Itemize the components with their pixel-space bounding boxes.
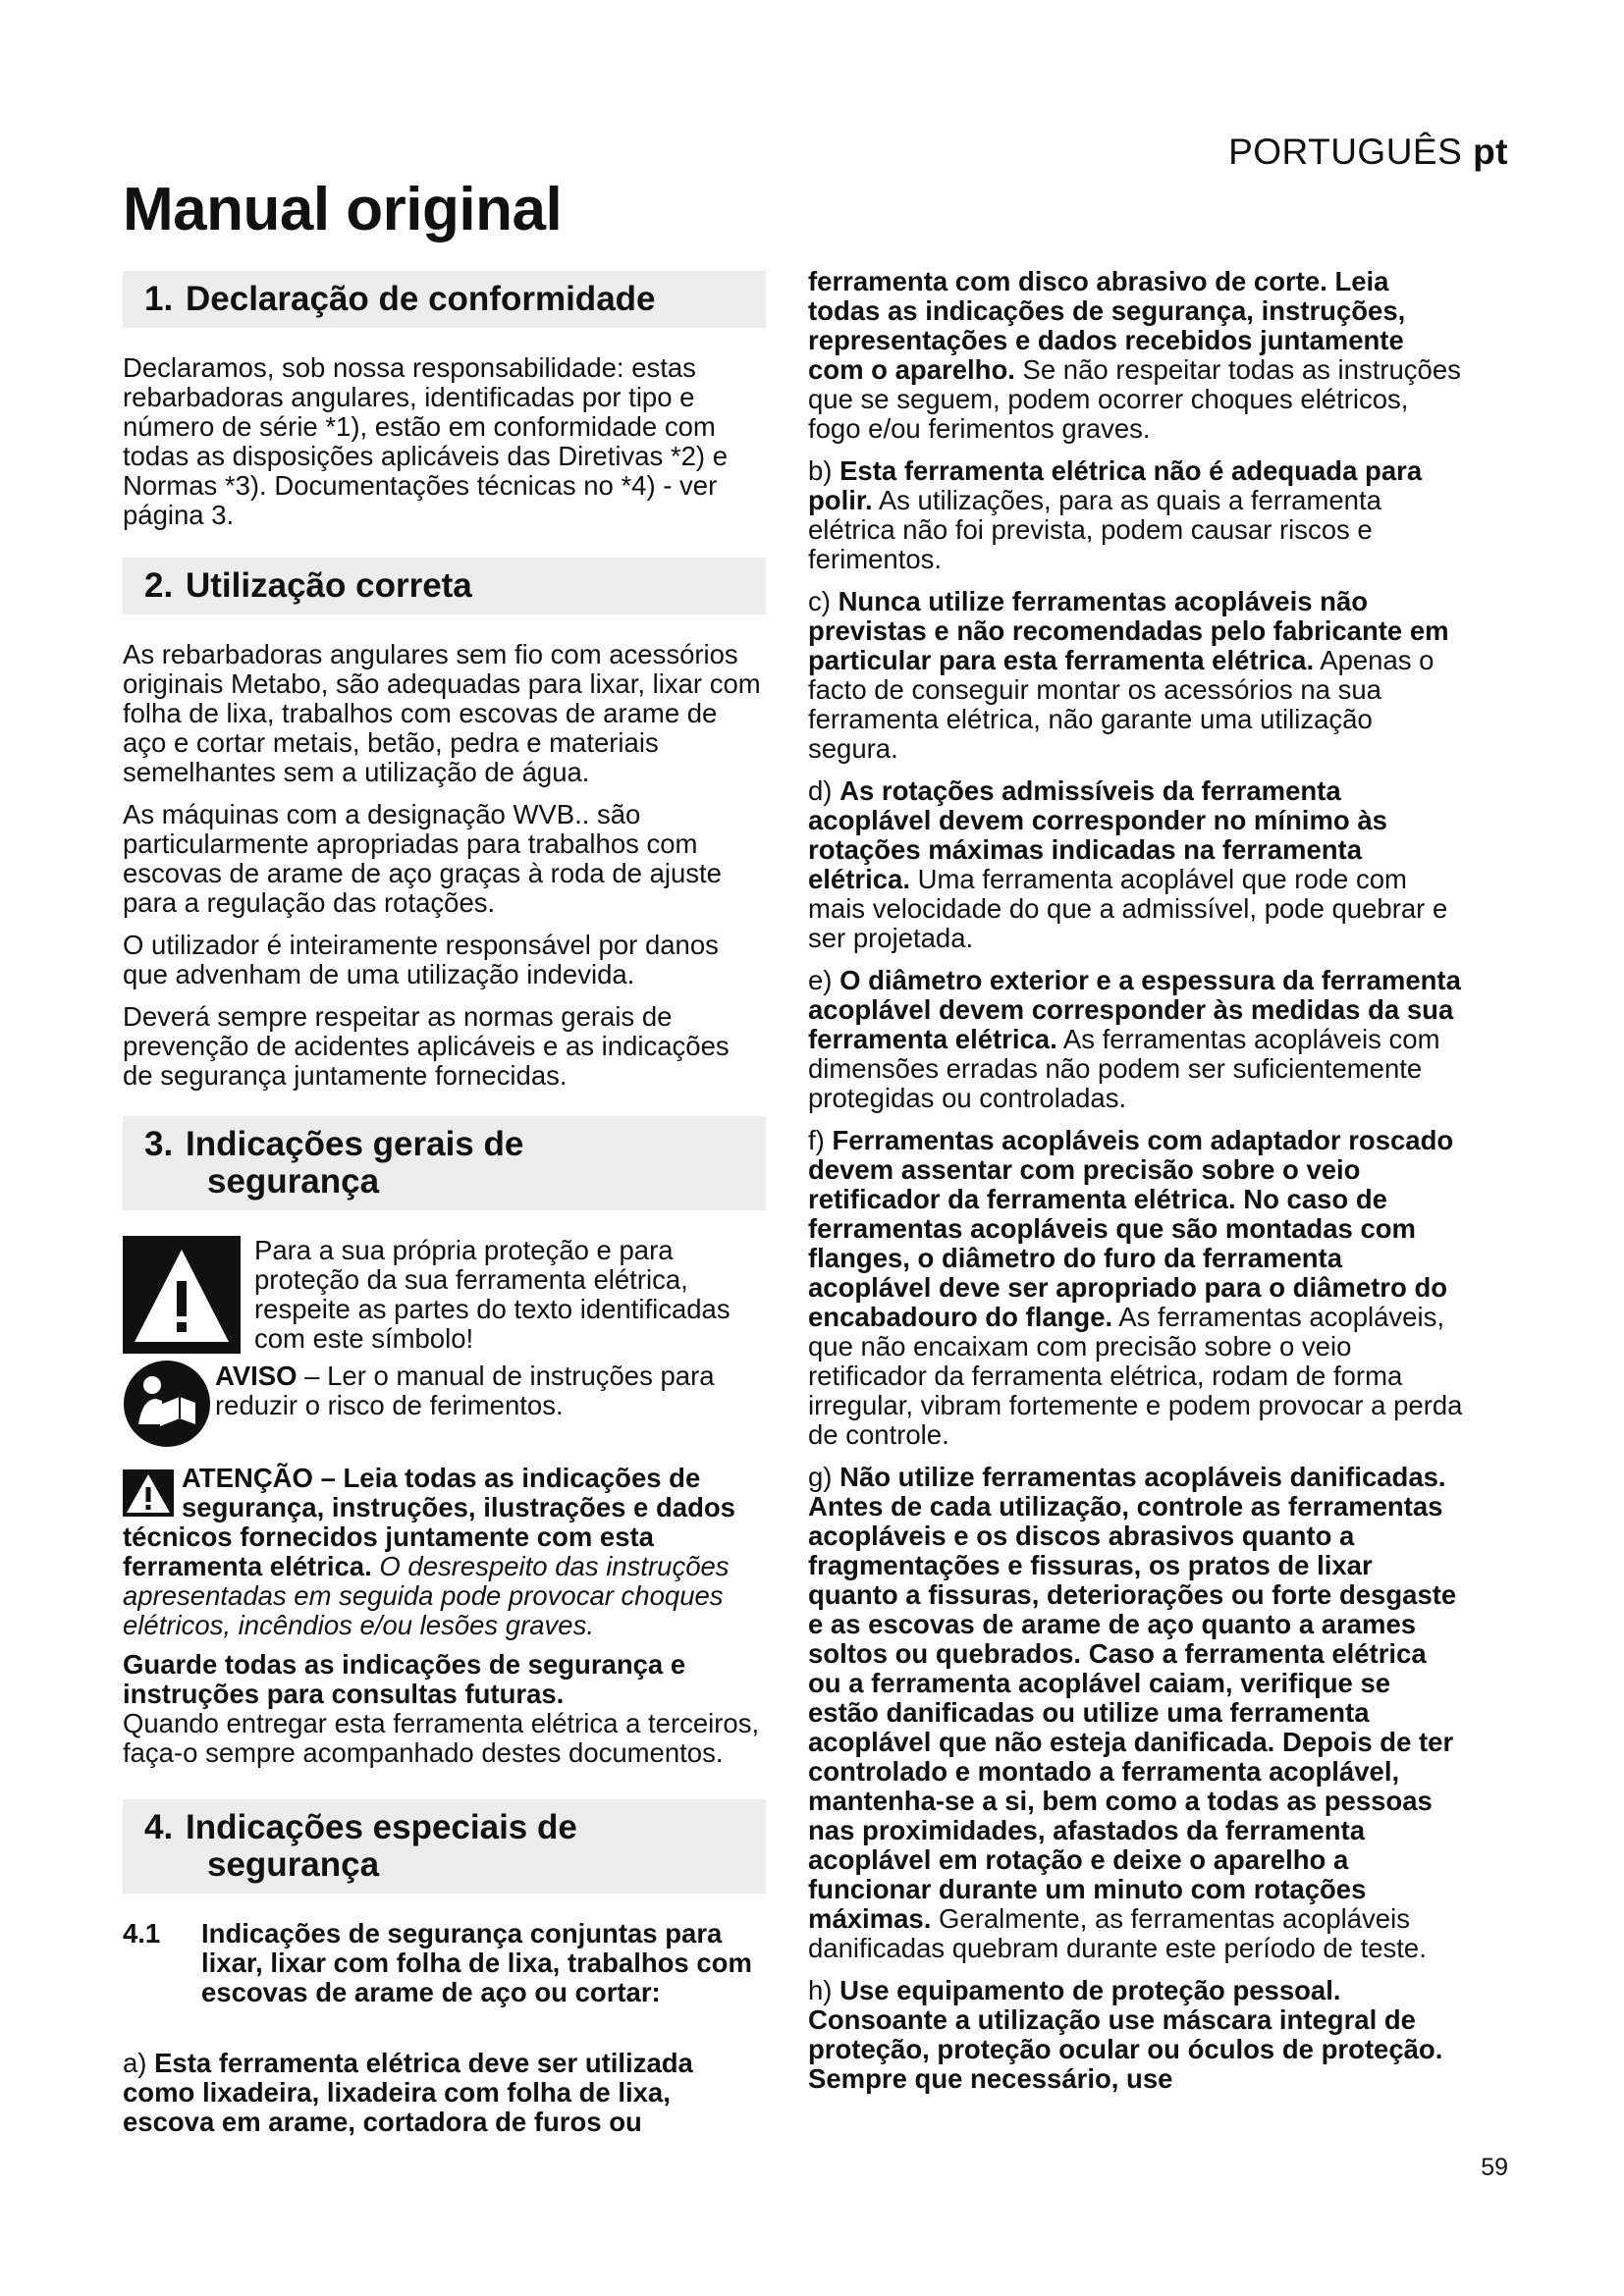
language-name: PORTUGUÊS <box>1228 132 1463 172</box>
item-f: f) Ferramentas acopláveis com adaptador roscado devem assentar com precisão sobre o veio retificador da ferramenta elétrica. No caso de ferramentas acopláveis que são montadas com flanges, o diâmetro do furo da ferramenta acoplável deve ser apropriado para o diâmetro do encabadouro do flange. As ferramentas acopláveis, que não encaixam com precisão sobre o veio retificador da ferramenta elétrica, rodam de forma irregular, vibram fortemente e podem provocar a perda de controle. <box>808 1125 1463 1450</box>
item-c: c) Nunca utilize ferramentas acopláveis não previstas e não recomendadas pelo fabricante em particular para esta ferramenta elétrica. Apenas o facto de conseguir montar os acessórios na sua ferramenta elétrica, não garante uma utilização segura. <box>808 586 1449 764</box>
item-h: h) Use equipamento de proteção pessoal. Consoante a utilização use máscara integral de proteção, proteção ocular ou óculos de proteção. Sempre que necessário, use <box>808 1975 1443 2094</box>
section-3-heading: 3. Indicações gerais de segurança <box>123 1116 766 1210</box>
atencao-block: ATENÇÃO – Leia todas as indicações de segurança, instruções, ilustrações e dados técnicos fornecidos juntamente com esta ferramenta elétrica. O desrespeito das instruções apresentadas em seguida pode provocar choques elétricos, incêndios e/ou lesões graves. <box>123 1463 735 1640</box>
warning-text: Para a sua própria proteção e para proteção da sua ferramenta elétrica, respeite as partes do texto identificadas com este símbolo! <box>254 1235 731 1354</box>
section-1-title: Declaração de conformidade <box>186 280 656 318</box>
read-manual-icon <box>123 1360 211 1448</box>
caution-triangle-icon <box>123 1469 174 1517</box>
right-column <box>808 267 1466 2107</box>
paragraph: As rebarbadoras angulares sem fio com acessórios originais Metabo, são adequadas para lixar, lixar com folha de lixa, trabalhos com escovas de arame de aço e cortar metais, betão, pedra e materiais semelhantes sem a utilização de água. <box>123 639 761 787</box>
section-2-heading: 2. Utilização correta <box>123 558 766 614</box>
item-b: b) Esta ferramenta elétrica não é adequada para polir. As utilizações, para as quais a ferramenta elétrica não foi prevista, podem causar riscos e ferimentos. <box>808 455 1423 574</box>
section-4-heading: 4. Indicações especiais de segurança <box>123 1799 766 1894</box>
section-4-title-line2: segurança <box>207 1845 380 1884</box>
section-1-heading: 1. Declaração de conformidade <box>123 271 766 328</box>
guarde-paragraph: Guarde todas as indicações de segurança e instruções para consultas futuras. Quando entregar esta ferramenta elétrica a terceiros, faça-o sempre acompanhado destes documentos. <box>123 1649 760 1768</box>
paragraph: Deverá sempre respeitar as normas gerais de prevenção de acidentes aplicáveis e as indicações de segurança juntamente fornecidas. <box>123 1001 730 1091</box>
warning-triangle-icon <box>123 1236 241 1354</box>
section-2-title: Utilização correta <box>186 566 472 605</box>
section-4-title-line1: Indicações especiais de <box>186 1808 577 1846</box>
subsection-4-1-heading: 4.1 Indicações de segurança conjuntas para lixar, lixar com folha de lixa, trabalhos com escovas de arame de aço ou cortar: <box>123 1918 752 2007</box>
aviso-text: AVISO – Ler o manual de instruções para reduzir o risco de ferimentos. <box>215 1361 715 1420</box>
aviso-block <box>123 1362 766 1448</box>
paragraph: O utilizador é inteiramente responsável por danos que advenham de uma utilização indevida. <box>123 930 719 989</box>
page-number: 59 <box>1481 2154 1508 2181</box>
left-column <box>123 265 766 2150</box>
item-d: d) As rotações admissíveis da ferramenta acoplável devem corresponder no mínimo às rotações máximas indicadas na ferramenta elétrica. Uma ferramenta acoplável que rode com mais velocidade do que a admissível, pode quebrar e ser projetada. <box>808 775 1448 953</box>
paragraph: As máquinas com a designação WVB.. são particularmente apropriadas para trabalhos com escovas de arame de aço graças à roda de ajuste para a regulação das rotações. <box>123 799 722 918</box>
section-3-title-line1: Indicações gerais de <box>186 1125 524 1163</box>
language-code: pt <box>1473 132 1508 172</box>
item-a: a) Esta ferramenta elétrica deve ser utilizada como lixadeira, lixadeira com folha de lixa, escova em arame, cortadora de furos ou <box>123 2048 693 2137</box>
item-g: g) Não utilize ferramentas acopláveis danificadas. Antes de cada utilização, controle as ferramentas acopláveis e os discos abrasivos quanto a fragmentações e fissuras, os pratos de lixar quanto a fissuras, deteriorações ou forte desgaste e as escovas de arame de aço quanto a arames soltos ou quebrados. Caso a ferramenta elétrica ou a ferramenta acoplável caiam, verifique se estão danificadas ou utilize uma ferramenta acoplável que não esteja danificada. Depois de ter controlado e montado a ferramenta acoplável, mantenha-se a si, bem como a todas as pessoas nas proximidades, afastados da ferramenta acoplável em rotação e deixe o aparelho a funcionar durante um minuto com rotações máximas. Geralmente, as ferramentas acopláveis danificadas quebram durante este período de teste. <box>808 1462 1457 1963</box>
language-label <box>1228 132 1508 173</box>
item-e: e) O diâmetro exterior e a espessura da ferramenta acoplável devem corresponder às medidas da sua ferramenta elétrica. As ferramentas acopláveis com dimensões erradas não podem ser suficientemente protegidas ou controladas. <box>808 965 1461 1113</box>
page-title: Manual original <box>123 176 563 243</box>
warning-block <box>123 1236 766 1354</box>
section-3-title-line2: segurança <box>207 1162 380 1201</box>
item-a-continued: ferramenta com disco abrasivo de corte. Leia todas as indicações de segurança, instruções, representações e dados recebidos juntamente com o aparelho. Se não respeitar todas as instruções que se seguem, podem ocorrer choques elétricos, fogo e/ou ferimentos graves. <box>808 266 1461 444</box>
paragraph: Declaramos, sob nossa responsabilidade: estas rebarbadoras angulares, identificadas por tipo e número de série *1), estão em conformidade com todas as disposições aplicáveis das Diretivas *2) e Normas *3). Documentações técnicas no *4) - ver página 3. <box>123 352 728 530</box>
